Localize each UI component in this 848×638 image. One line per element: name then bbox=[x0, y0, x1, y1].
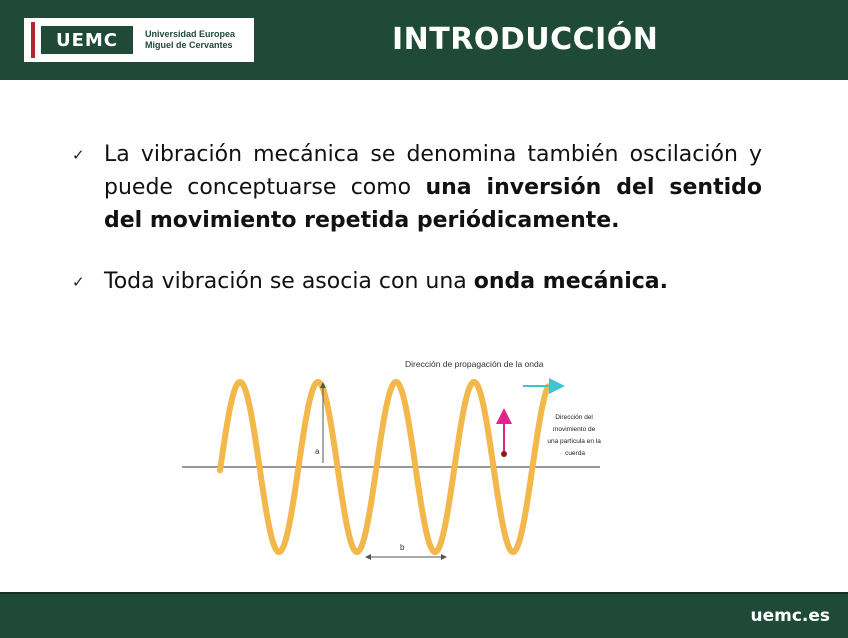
checkmark-icon: ✓ bbox=[72, 146, 85, 164]
bullet-list bbox=[72, 138, 762, 326]
logo-university-name bbox=[145, 29, 235, 51]
bullet-item bbox=[72, 138, 762, 237]
particle-dot bbox=[501, 451, 507, 457]
header-bar bbox=[0, 0, 848, 80]
logo-red-bar bbox=[31, 22, 35, 58]
bullet-text-normal: Toda vibración se asocia con una bbox=[104, 269, 474, 294]
bullet-text-bold: onda mecánica. bbox=[473, 269, 668, 294]
wavelength-label: b bbox=[400, 543, 405, 552]
bullet-text bbox=[104, 138, 762, 237]
logo-wordmark: UEMC bbox=[41, 26, 133, 54]
slide-title: INTRODUCCIÓN bbox=[392, 22, 659, 57]
checkmark-icon: ✓ bbox=[72, 273, 85, 291]
particle-motion-label bbox=[547, 414, 602, 457]
logo-line-2: Miguel de Cervantes bbox=[145, 40, 233, 50]
footer-url: uemc.es bbox=[750, 606, 830, 626]
particle-label-line: movimiento de bbox=[552, 426, 596, 433]
particle-label-line: Dirección del bbox=[555, 414, 593, 421]
bullet-text-bold: una inversión del sentido del movimiento repetida periódicamente. bbox=[104, 175, 762, 233]
wave-diagram bbox=[180, 350, 610, 570]
uemc-logo bbox=[24, 18, 254, 62]
particle-label-line: una partícula en la bbox=[547, 438, 601, 445]
bullet-item bbox=[72, 265, 762, 298]
bullet-text-normal: La vibración mecánica se denomina también oscilación y puede conceptuarse como bbox=[104, 142, 762, 200]
footer-bar bbox=[0, 592, 848, 638]
amplitude-label: a bbox=[315, 447, 320, 456]
propagation-label: Dirección de propagación de la onda bbox=[405, 359, 544, 369]
bullet-text bbox=[104, 265, 762, 298]
logo-line-1: Universidad Europea bbox=[145, 29, 236, 39]
particle-label-line: cuerda bbox=[565, 450, 585, 457]
